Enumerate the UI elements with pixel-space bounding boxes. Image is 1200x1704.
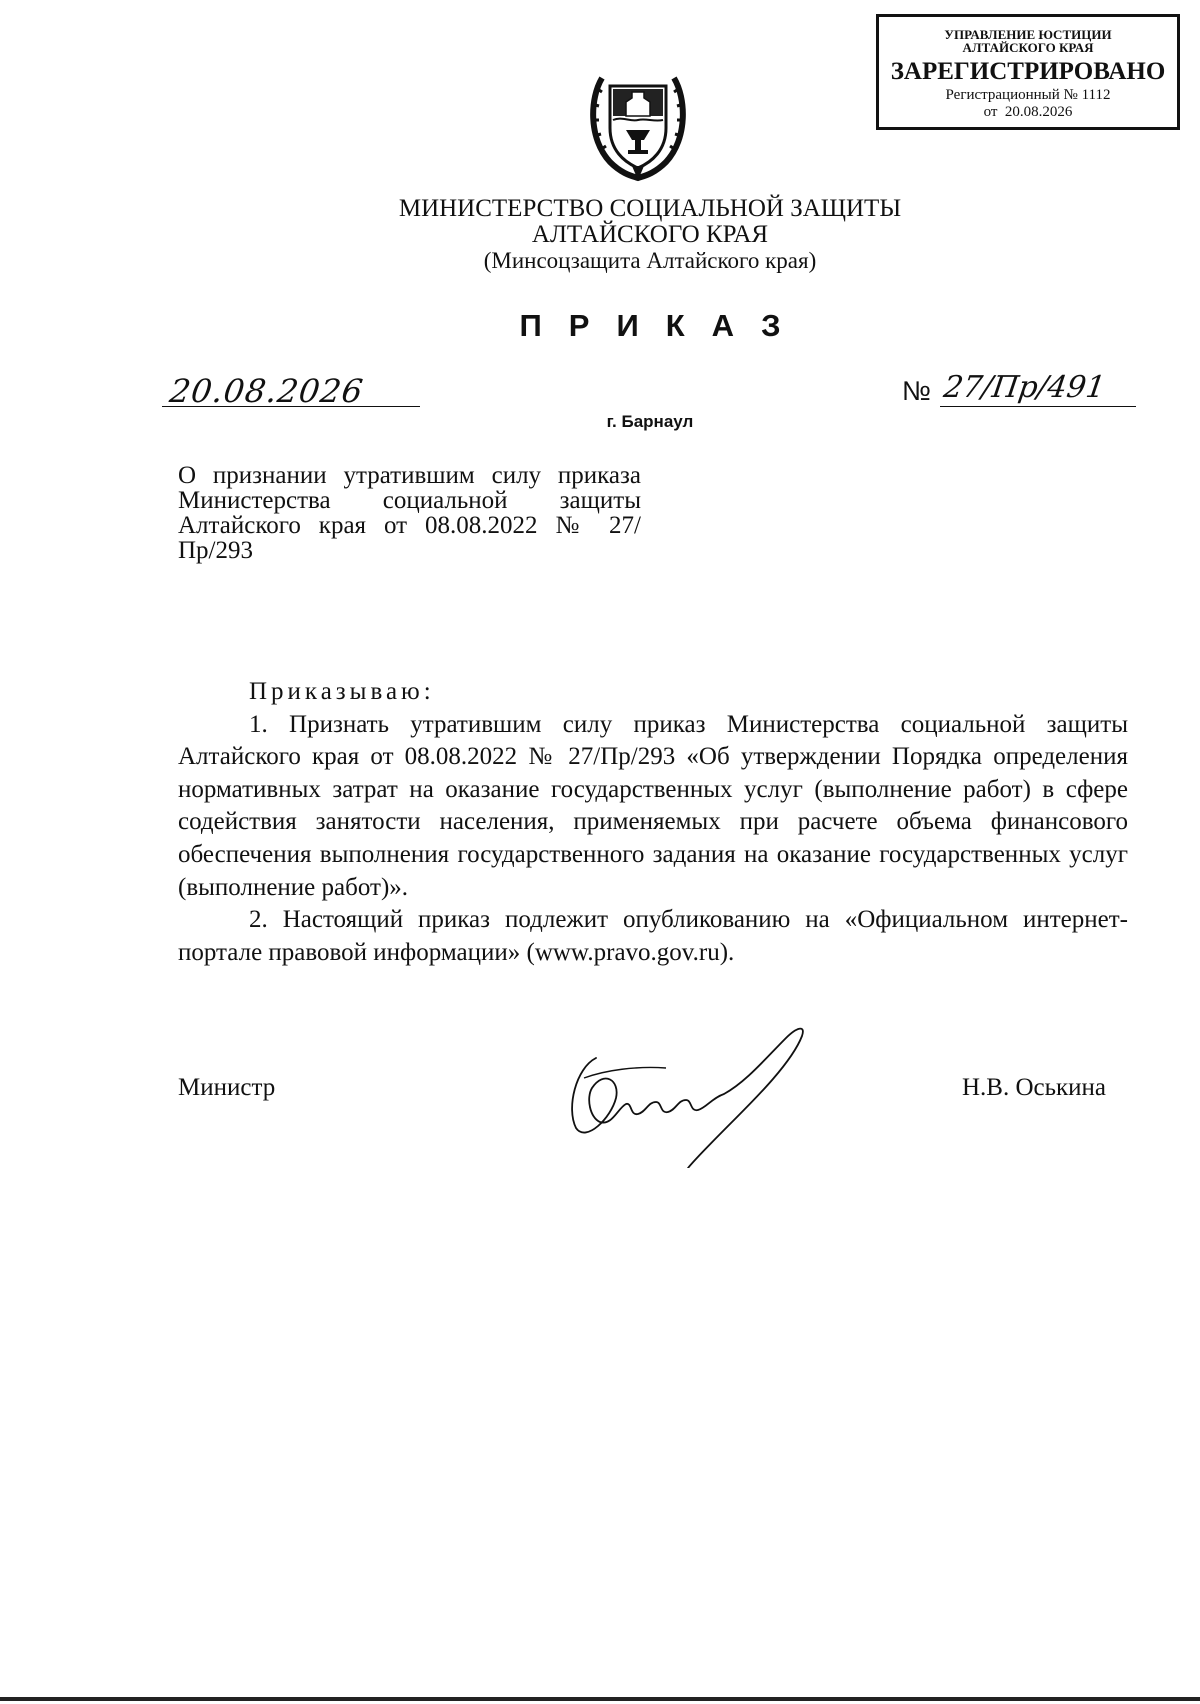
document-type-title: ПРИКАЗ [519, 308, 808, 343]
ministry-name-line-1: МИНИСТЕРСТВО СОЦИАЛЬНОЙ ЗАЩИТЫ [398, 195, 902, 222]
number-underline [940, 406, 1136, 407]
order-lead: Приказываю: [249, 678, 435, 705]
order-item-2: 2. Настоящий приказ подлежит опубликованию на «Официальном интернет-портале правовой информации» (www.pravo.gov.ru). [178, 906, 1128, 966]
order-body [178, 676, 1128, 969]
stamp-org-line-1: УПРАВЛЕНИЕ ЮСТИЦИИ [944, 27, 1112, 42]
stamp-reg-number: Регистрационный № 1112 [945, 87, 1111, 103]
registration-stamp [876, 14, 1180, 130]
date-underline [162, 406, 420, 407]
signer-name: Н.В. Оськина [962, 1074, 1107, 1101]
ministry-name-line-2: АЛТАЙСКОГО КРАЯ [531, 221, 769, 248]
signer-title: Министр [178, 1074, 276, 1101]
order-number-label: № [902, 376, 931, 406]
stamp-reg-date: от 20.08.2026 [983, 104, 1073, 120]
order-number: 27/Пр/491 [941, 370, 1108, 405]
ministry-short-name: (Минсоцзащита Алтайского края) [483, 248, 817, 273]
coat-of-arms-icon [582, 58, 694, 182]
order-date: 20.08.2026 [167, 372, 366, 410]
handwritten-signature [556, 1018, 856, 1168]
order-item-1: 1. Признать утратившим силу приказ Министерства социальной защиты Алтайского края от 08.08.2022 № 27/Пр/293 «Об утверждении Порядка определения нормативных затрат на оказание государственных услуг (выполнение работ) в сфере содействия занятости населения, применяемых при расчете объема финансового обеспечения выполнения государственного задания на оказание государственных услуг (выполнение работ)». [178, 710, 1128, 901]
stamp-org-line-2: АЛТАЙСКОГО КРАЯ [962, 40, 1094, 55]
page-bottom-border [0, 1697, 1200, 1701]
order-subject: О признании утратившим силу приказа Министерства социальной защиты Алтайского края от 08.08.2022 № 27/Пр/293 [178, 462, 641, 564]
stamp-status: ЗАРЕГИСТРИРОВАНО [890, 58, 1166, 85]
issue-city: г. Барнаул [606, 412, 694, 431]
